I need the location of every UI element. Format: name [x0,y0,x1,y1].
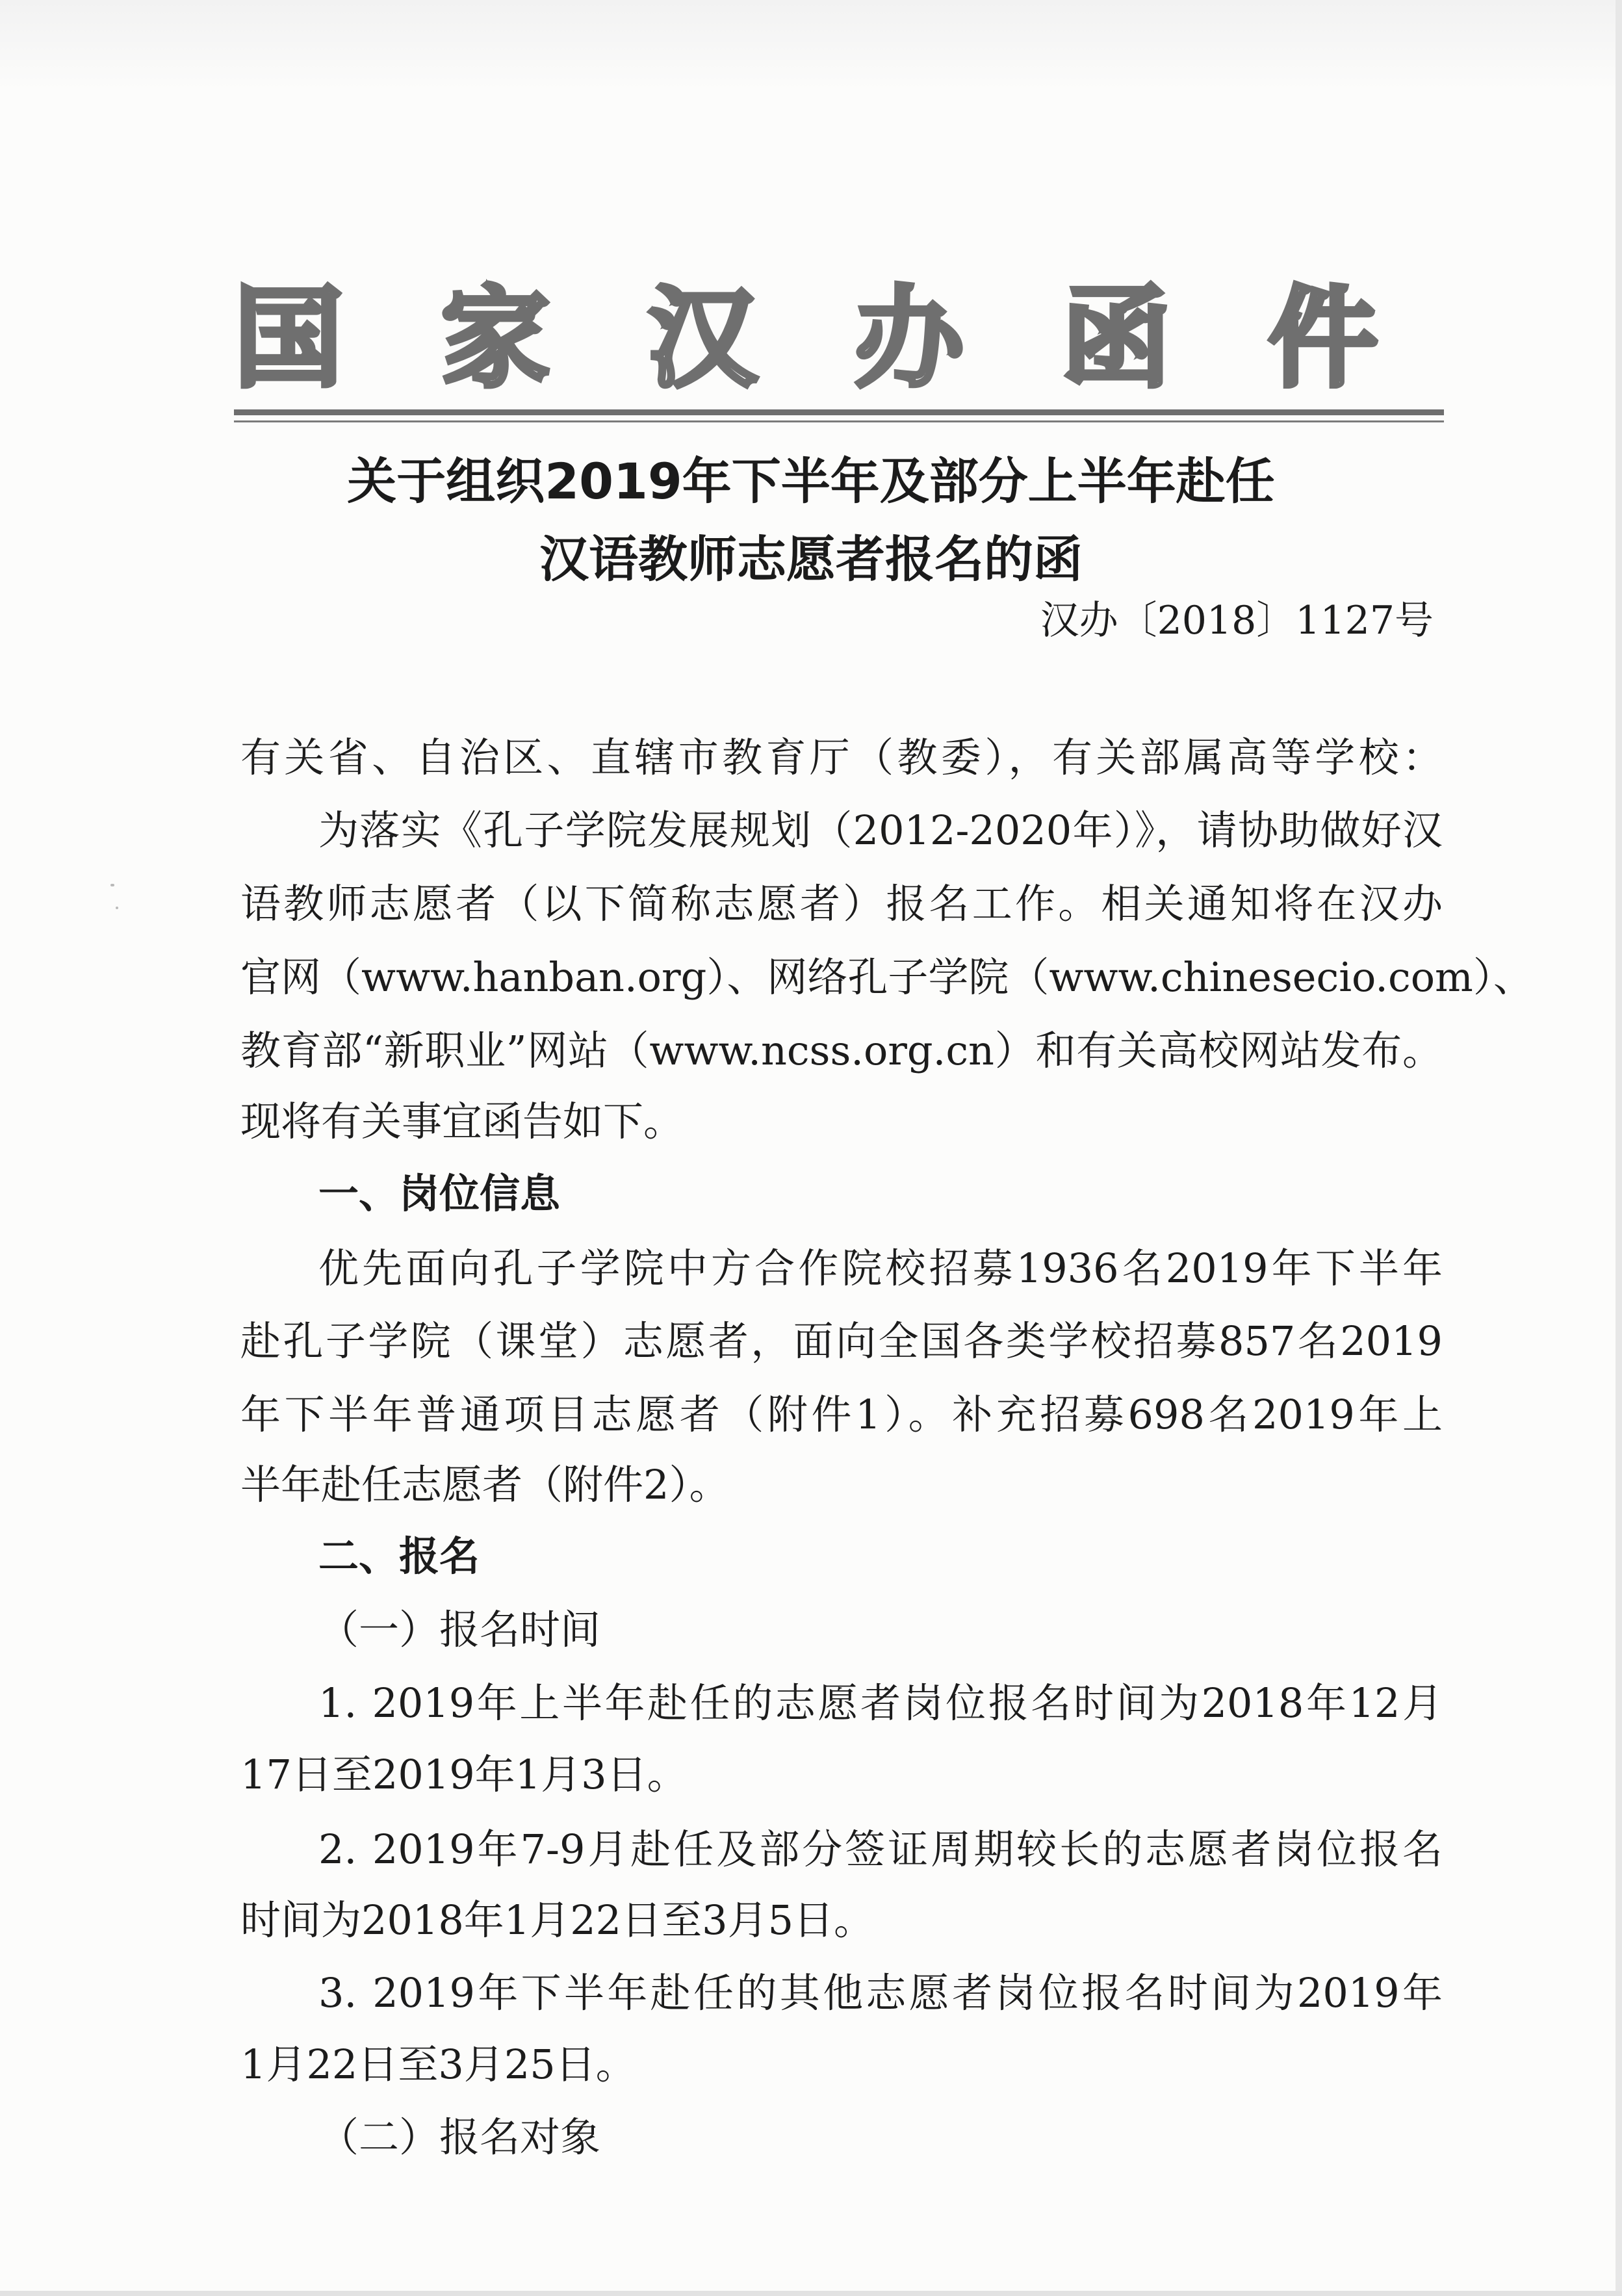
section-line: 优先面向孔子学院中方合作院校招募1936名2019年下半年 [318,1245,1443,1292]
masthead-rule [234,409,1444,415]
scan-edge-right [1616,0,1622,2296]
masthead [234,270,1378,406]
masthead-rule-thin [234,420,1444,422]
subsection-heading: （二）报名对象 [318,2113,601,2161]
list-item-line: 1. 2019年上半年赴任的志愿者岗位报名时间为2018年12月 [318,1679,1443,1727]
list-item-line: 17日至2019年1月3日。 [240,1751,688,1798]
section-line: 半年赴任志愿者（附件2）。 [240,1461,730,1508]
intro-line: 现将有关事宜函告如下。 [240,1098,684,1145]
intro-line: 语教师志愿者（以下简称志愿者）报名工作。相关通知将在汉办 [240,880,1443,927]
section-line: 赴孔子学院（课堂）志愿者，面向全国各类学校招募857名2019 [240,1317,1443,1365]
subsection-heading: （一）报名时间 [318,1606,601,1653]
section-heading: 一、岗位信息 [318,1170,561,1217]
section-line: 年下半年普通项目志愿者（附件1）。补充招募698名2019年上 [240,1391,1443,1438]
masthead-char: 件 [1268,274,1378,402]
document-title-line-2: 汉语教师志愿者报名的函 [539,530,1083,588]
list-item-line: 1月22日至3月25日。 [240,2041,636,2088]
intro-line: 官网（www.hanban.org）、网络孔子学院（www.chinesecio.com）、 [240,953,1534,1001]
masthead-char: 汉 [647,274,757,402]
masthead-char: 办 [855,274,964,402]
intro-line: 教育部“新职业”网站（www.ncss.org.cn）和有关高校网站发布。 [240,1027,1443,1074]
document-title-line-1: 关于组织2019年下半年及部分上半年赴任 [347,452,1275,510]
document-number: 汉办〔2018〕1127号 [1040,598,1434,643]
scan-speck [110,884,114,886]
masthead-char: 家 [441,274,550,402]
list-item-line: 时间为2018年1月22日至3月5日。 [240,1896,875,1944]
section-heading: 二、报名 [318,1532,480,1580]
scan-shading [0,0,1622,91]
scan-edge-bottom [0,2291,1622,2296]
list-item-line: 3. 2019年下半年赴任的其他志愿者岗位报名时间为2019年 [318,1969,1443,2017]
masthead-char: 国 [234,274,343,402]
intro-line: 为落实《孔子学院发展规划（2012-2020年）》，请协助做好汉 [318,806,1443,854]
scan-speck [116,907,118,909]
list-item-line: 2. 2019年7-9月赴任及部分签证周期较长的志愿者岗位报名 [318,1825,1443,1873]
salutation: 有关省、自治区、直辖市教育厅（教委），有关部属高等学校： [240,734,1443,781]
masthead-char: 函 [1061,274,1171,402]
